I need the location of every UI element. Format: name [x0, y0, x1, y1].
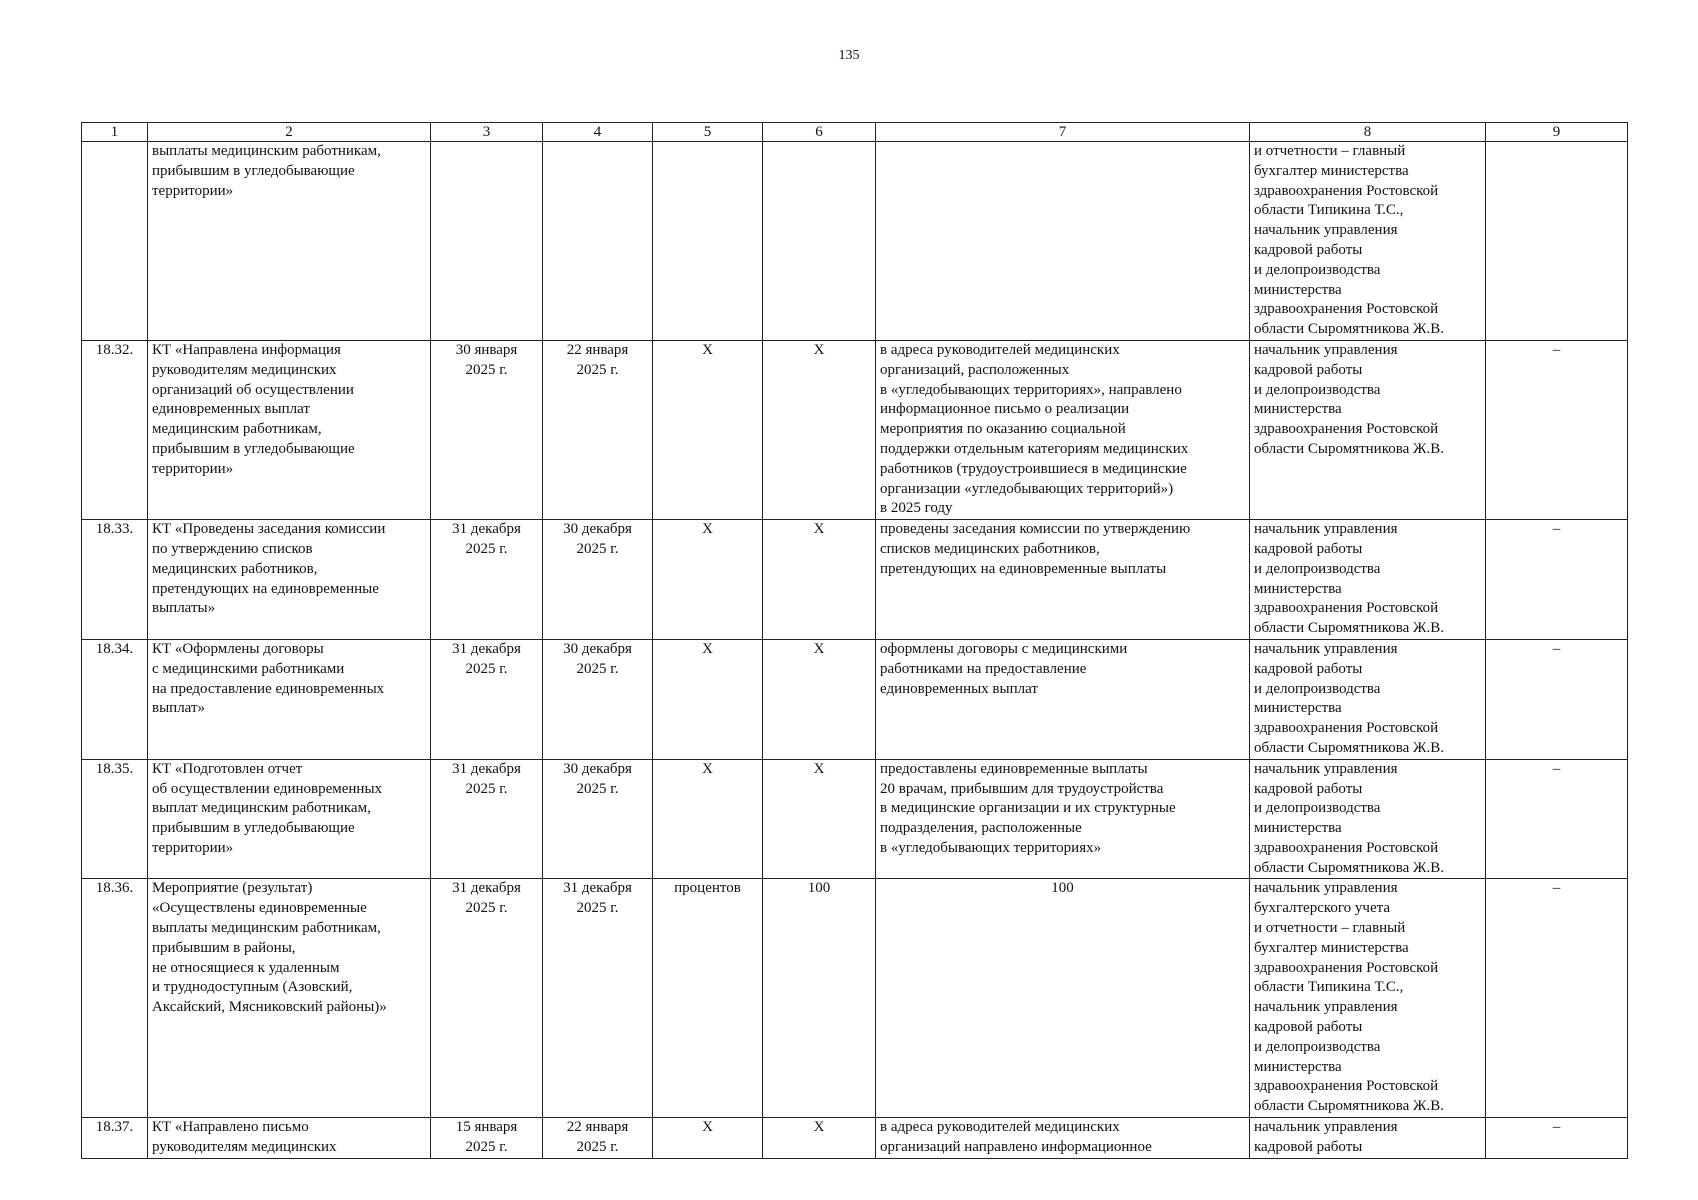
header-cell: 2 — [148, 123, 431, 142]
unit-cell — [653, 1118, 763, 1159]
plan-table — [81, 122, 1628, 1159]
row-number: 18.33. — [95, 521, 134, 538]
plan-value-cell — [763, 639, 876, 759]
result-line: оформлены договоры с медицинскими — [880, 640, 1128, 657]
result-line: организаций направлено информационное — [880, 1138, 1152, 1155]
name-line: «Осуществлены единовременные — [152, 900, 367, 917]
responsible-line: и делопроизводства — [1254, 261, 1381, 278]
row-number-cell — [82, 142, 148, 341]
fact-date-cell — [543, 1118, 653, 1159]
result-line: поддержки отдельным категориям медицинских — [880, 440, 1189, 457]
fact-date-cell — [543, 759, 653, 879]
result-line: в «угледобывающих территориях» — [880, 839, 1102, 856]
responsible-line: бухгалтерского учета — [1254, 900, 1391, 917]
responsible-line: кадровой работы — [1254, 241, 1363, 258]
unit-value: Х — [702, 760, 713, 777]
responsible-line: кадровой работы — [1254, 1019, 1363, 1036]
plan-date-line: 2025 г. — [465, 540, 508, 557]
fact-date-line: 30 декабря — [563, 640, 632, 657]
name-line: медицинским работникам, — [152, 421, 322, 438]
fact-date-line: 22 января — [566, 1119, 629, 1136]
responsible-line: области Сыромятникова Ж.В. — [1254, 1098, 1444, 1115]
name-line: КТ «Оформлены договоры — [152, 640, 324, 657]
note-value: – — [1552, 341, 1561, 358]
header-cell: 4 — [543, 123, 653, 142]
result-line: в адреса руководителей медицинских — [880, 1119, 1120, 1136]
responsible-line: начальник управления — [1254, 760, 1398, 777]
note-cell — [1486, 142, 1628, 341]
note-cell — [1486, 1118, 1628, 1159]
unit-value: Х — [702, 521, 713, 538]
responsible-line: здравоохранения Ростовской — [1254, 600, 1439, 617]
table-row — [82, 639, 1628, 759]
fact-date-cell — [543, 142, 653, 341]
fact-date-line: 22 января — [566, 341, 629, 358]
plan-date-cell — [431, 142, 543, 341]
plan-date-cell — [431, 520, 543, 640]
fact-date-line: 2025 г. — [576, 900, 619, 917]
responsible-line: начальник управления — [1254, 341, 1398, 358]
plan-date-cell — [431, 340, 543, 519]
plan-date-line: 31 декабря — [452, 760, 521, 777]
plan-date-cell — [431, 1118, 543, 1159]
name-line: КТ «Проведены заседания комиссии — [152, 521, 386, 538]
row-number-cell — [82, 1118, 148, 1159]
result-line: 20 врачам, прибывшим для трудоустройства — [880, 780, 1164, 797]
note-cell — [1486, 639, 1628, 759]
name-line: КТ «Направлена информация — [152, 341, 341, 358]
plan-value: Х — [813, 760, 825, 777]
plan-date-line: 31 декабря — [452, 880, 521, 897]
plan-value: Х — [813, 521, 825, 538]
responsible-line: области Сыромятникова Ж.В. — [1254, 620, 1444, 637]
responsible-line: министерства — [1254, 580, 1342, 597]
plan-value-cell — [763, 1118, 876, 1159]
result-cell — [876, 759, 1250, 879]
fact-date-line: 2025 г. — [576, 361, 619, 378]
responsible-line: области Сыромятникова Ж.В. — [1254, 859, 1444, 876]
header-cell: 6 — [763, 123, 876, 142]
name-line: медицинских работников, — [152, 560, 318, 577]
responsible-line: министерства — [1254, 700, 1342, 717]
name-line: выплаты» — [152, 600, 216, 617]
row-number: 18.34. — [95, 640, 134, 657]
note-value: – — [1552, 640, 1561, 657]
name-cell — [148, 340, 431, 519]
name-line: Мероприятие (результат) — [152, 880, 313, 897]
plan-value: Х — [813, 640, 825, 657]
result-line: организации «угледобывающих территорий») — [880, 480, 1174, 497]
responsible-line: области Сыромятникова Ж.В. — [1254, 739, 1444, 756]
name-line: территории» — [152, 460, 234, 477]
result-cell — [876, 639, 1250, 759]
unit-value: Х — [702, 341, 713, 358]
responsible-line: области Типикина Т.С., — [1254, 202, 1404, 219]
fact-date-cell — [543, 520, 653, 640]
plan-value: Х — [813, 1119, 825, 1136]
row-number: 18.35. — [95, 760, 134, 777]
responsible-line: здравоохранения Ростовской — [1254, 720, 1439, 737]
note-cell — [1486, 340, 1628, 519]
result-line: в медицинские организации и их структурные — [880, 800, 1176, 817]
name-line: организаций об осуществлении — [152, 381, 354, 398]
responsible-line: области Сыромятникова Ж.В. — [1254, 321, 1444, 338]
result-line: в адреса руководителей медицинских — [880, 341, 1120, 358]
result-line: в 2025 году — [880, 500, 953, 517]
row-number-cell — [82, 520, 148, 640]
responsible-line: начальник управления — [1254, 222, 1398, 239]
responsible-cell — [1250, 759, 1486, 879]
fact-date-line: 2025 г. — [576, 660, 619, 677]
result-line: информационное письмо о реализации — [880, 401, 1130, 418]
result-cell — [876, 879, 1250, 1118]
unit-cell — [653, 340, 763, 519]
name-line: руководителям медицинских — [152, 1138, 337, 1155]
plan-value-cell — [763, 142, 876, 341]
plan-date-cell — [431, 759, 543, 879]
responsible-cell — [1250, 520, 1486, 640]
plan-value: Х — [813, 341, 825, 358]
responsible-line: министерства — [1254, 401, 1342, 418]
result-line: списков медицинских работников, — [880, 540, 1100, 557]
responsible-line: и делопроизводства — [1254, 1038, 1381, 1055]
row-number: 18.36. — [95, 880, 134, 897]
result-cell — [876, 520, 1250, 640]
note-value: – — [1552, 1119, 1561, 1136]
unit-cell — [653, 879, 763, 1118]
name-line: на предоставление единовременных — [152, 680, 385, 697]
name-cell — [148, 1118, 431, 1159]
plan-date-line: 2025 г. — [465, 1138, 508, 1155]
responsible-line: и отчетности – главный — [1254, 143, 1406, 159]
plan-value-cell — [763, 340, 876, 519]
header-row — [82, 123, 1628, 142]
responsible-line: начальник управления — [1254, 880, 1398, 897]
name-line: выплат медицинским работникам, — [152, 800, 371, 817]
plan-date-cell — [431, 639, 543, 759]
responsible-line: и делопроизводства — [1254, 680, 1381, 697]
name-line: территории» — [152, 182, 234, 199]
fact-date-cell — [543, 639, 653, 759]
responsible-line: и делопроизводства — [1254, 560, 1381, 577]
responsible-line: здравоохранения Ростовской — [1254, 959, 1439, 976]
fact-date-line: 2025 г. — [576, 780, 619, 797]
responsible-line: кадровой работы — [1254, 361, 1363, 378]
responsible-line: кадровой работы — [1254, 660, 1363, 677]
result-cell — [876, 340, 1250, 519]
responsible-line: бухгалтер министерства — [1254, 939, 1409, 956]
responsible-cell — [1250, 142, 1486, 341]
unit-cell — [653, 639, 763, 759]
unit-cell — [653, 142, 763, 341]
unit-value: Х — [702, 1119, 713, 1136]
note-cell — [1486, 520, 1628, 640]
name-line: КТ «Направлено письмо — [152, 1119, 309, 1136]
plan-date-line: 30 января — [455, 341, 518, 358]
row-number-cell — [82, 639, 148, 759]
name-cell — [148, 879, 431, 1118]
responsible-line: здравоохранения Ростовской — [1254, 301, 1439, 318]
result-value: 100 — [1051, 880, 1074, 897]
responsible-line: здравоохранения Ростовской — [1254, 839, 1439, 856]
responsible-line: здравоохранения Ростовской — [1254, 421, 1439, 438]
responsible-line: кадровой работы — [1254, 540, 1363, 557]
unit-cell — [653, 759, 763, 879]
unit-cell — [653, 520, 763, 640]
responsible-line: начальник управления — [1254, 999, 1398, 1016]
table-row — [82, 340, 1628, 519]
responsible-cell — [1250, 340, 1486, 519]
row-number: 18.37. — [95, 1119, 134, 1136]
name-line: и труднодоступным (Азовский, — [152, 979, 353, 996]
name-line: выплаты медицинским работникам, — [152, 920, 381, 937]
note-value: – — [1552, 880, 1561, 897]
note-cell — [1486, 759, 1628, 879]
name-line: об осуществлении единовременных — [152, 780, 383, 797]
row-number: 18.32. — [95, 341, 134, 358]
name-cell — [148, 142, 431, 341]
name-line: не относящиеся к удаленным — [152, 959, 340, 976]
plan-value-cell — [763, 520, 876, 640]
plan-date-line: 2025 г. — [465, 900, 508, 917]
responsible-line: здравоохранения Ростовской — [1254, 182, 1439, 199]
name-line: прибывшим в угледобывающие — [152, 820, 355, 837]
table-row — [82, 520, 1628, 640]
page-number: 135 — [838, 48, 860, 63]
responsible-line: министерства — [1254, 820, 1342, 837]
responsible-line: начальник управления — [1254, 1119, 1398, 1136]
responsible-line: и отчетности – главный — [1254, 920, 1406, 937]
name-line: КТ «Подготовлен отчет — [152, 760, 303, 777]
name-line: руководителям медицинских — [152, 361, 337, 378]
plan-date-cell — [431, 879, 543, 1118]
table-row — [82, 142, 1628, 341]
name-line: единовременных выплат — [152, 401, 310, 418]
plan-date-line: 15 января — [455, 1119, 518, 1136]
note-cell — [1486, 879, 1628, 1118]
responsible-line: кадровой работы — [1254, 780, 1363, 797]
responsible-cell — [1250, 639, 1486, 759]
unit-value: Х — [702, 640, 713, 657]
responsible-line: кадровой работы — [1254, 1138, 1363, 1155]
header-cell: 8 — [1250, 123, 1486, 142]
name-line: Аксайский, Мясниковский районы)» — [152, 999, 387, 1016]
result-line: в «угледобывающих территориях», направлено — [880, 381, 1182, 398]
responsible-line: области Типикина Т.С., — [1254, 979, 1404, 996]
result-line: мероприятия по оказанию социальной — [880, 421, 1126, 438]
note-value: – — [1552, 521, 1561, 538]
header-cell: 5 — [653, 123, 763, 142]
responsible-line: начальник управления — [1254, 521, 1398, 538]
responsible-line: и делопроизводства — [1254, 800, 1381, 817]
responsible-line: и делопроизводства — [1254, 381, 1381, 398]
name-cell — [148, 639, 431, 759]
name-cell — [148, 759, 431, 879]
table-row — [82, 1118, 1628, 1159]
plan-date-line: 31 декабря — [452, 640, 521, 657]
name-line: территории» — [152, 839, 234, 856]
result-line: единовременных выплат — [880, 680, 1038, 697]
responsible-cell — [1250, 879, 1486, 1118]
result-line: претендующих на единовременные выплаты — [880, 560, 1167, 577]
header-cell: 7 — [876, 123, 1250, 142]
name-cell — [148, 520, 431, 640]
responsible-line: министерства — [1254, 281, 1342, 298]
fact-date-line: 30 декабря — [563, 760, 632, 777]
plan-value: 100 — [807, 880, 831, 897]
plan-date-line: 2025 г. — [465, 780, 508, 797]
name-line: выплат» — [152, 700, 205, 717]
name-line: по утверждению списков — [152, 540, 313, 557]
name-line: выплаты медицинским работникам, — [152, 143, 381, 159]
note-value: – — [1552, 760, 1561, 777]
table-row — [82, 759, 1628, 879]
result-line: работников (трудоустроившиеся в медицинские — [880, 460, 1187, 477]
name-line: прибывшим в угледобывающие — [152, 440, 355, 457]
responsible-line: министерства — [1254, 1058, 1342, 1075]
name-line: прибывшим в районы, — [152, 939, 296, 956]
result-line: проведены заседания комиссии по утверждению — [880, 521, 1191, 538]
name-line: с медицинскими работниками — [152, 660, 345, 677]
responsible-line: бухгалтер министерства — [1254, 162, 1409, 179]
result-line: подразделения, расположенные — [880, 820, 1082, 837]
plan-date-line: 31 декабря — [452, 521, 521, 538]
header-cell: 3 — [431, 123, 543, 142]
name-line: претендующих на единовременные — [152, 580, 379, 597]
result-cell — [876, 142, 1250, 341]
plan-value-cell — [763, 759, 876, 879]
plan-date-line: 2025 г. — [465, 361, 508, 378]
header-cell: 9 — [1486, 123, 1628, 142]
plan-value-cell — [763, 879, 876, 1118]
fact-date-line: 30 декабря — [563, 521, 632, 538]
fact-date-line: 2025 г. — [576, 1138, 619, 1155]
responsible-line: начальник управления — [1254, 640, 1398, 657]
name-line: прибывшим в угледобывающие — [152, 162, 355, 179]
result-line: работниками на предоставление — [880, 660, 1087, 677]
fact-date-line: 31 декабря — [563, 880, 632, 897]
responsible-line: здравоохранения Ростовской — [1254, 1078, 1439, 1095]
responsible-cell — [1250, 1118, 1486, 1159]
fact-date-line: 2025 г. — [576, 540, 619, 557]
row-number-cell — [82, 879, 148, 1118]
plan-date-line: 2025 г. — [465, 660, 508, 677]
row-number-cell — [82, 759, 148, 879]
result-line: организаций, расположенных — [880, 361, 1070, 378]
header-cell: 1 — [82, 123, 148, 142]
unit-value: процентов — [674, 880, 741, 897]
table-row — [82, 879, 1628, 1118]
result-line: предоставлены единовременные выплаты — [880, 760, 1148, 777]
row-number-cell — [82, 340, 148, 519]
responsible-line: области Сыромятникова Ж.В. — [1254, 440, 1444, 457]
result-cell — [876, 1118, 1250, 1159]
fact-date-cell — [543, 879, 653, 1118]
fact-date-cell — [543, 340, 653, 519]
